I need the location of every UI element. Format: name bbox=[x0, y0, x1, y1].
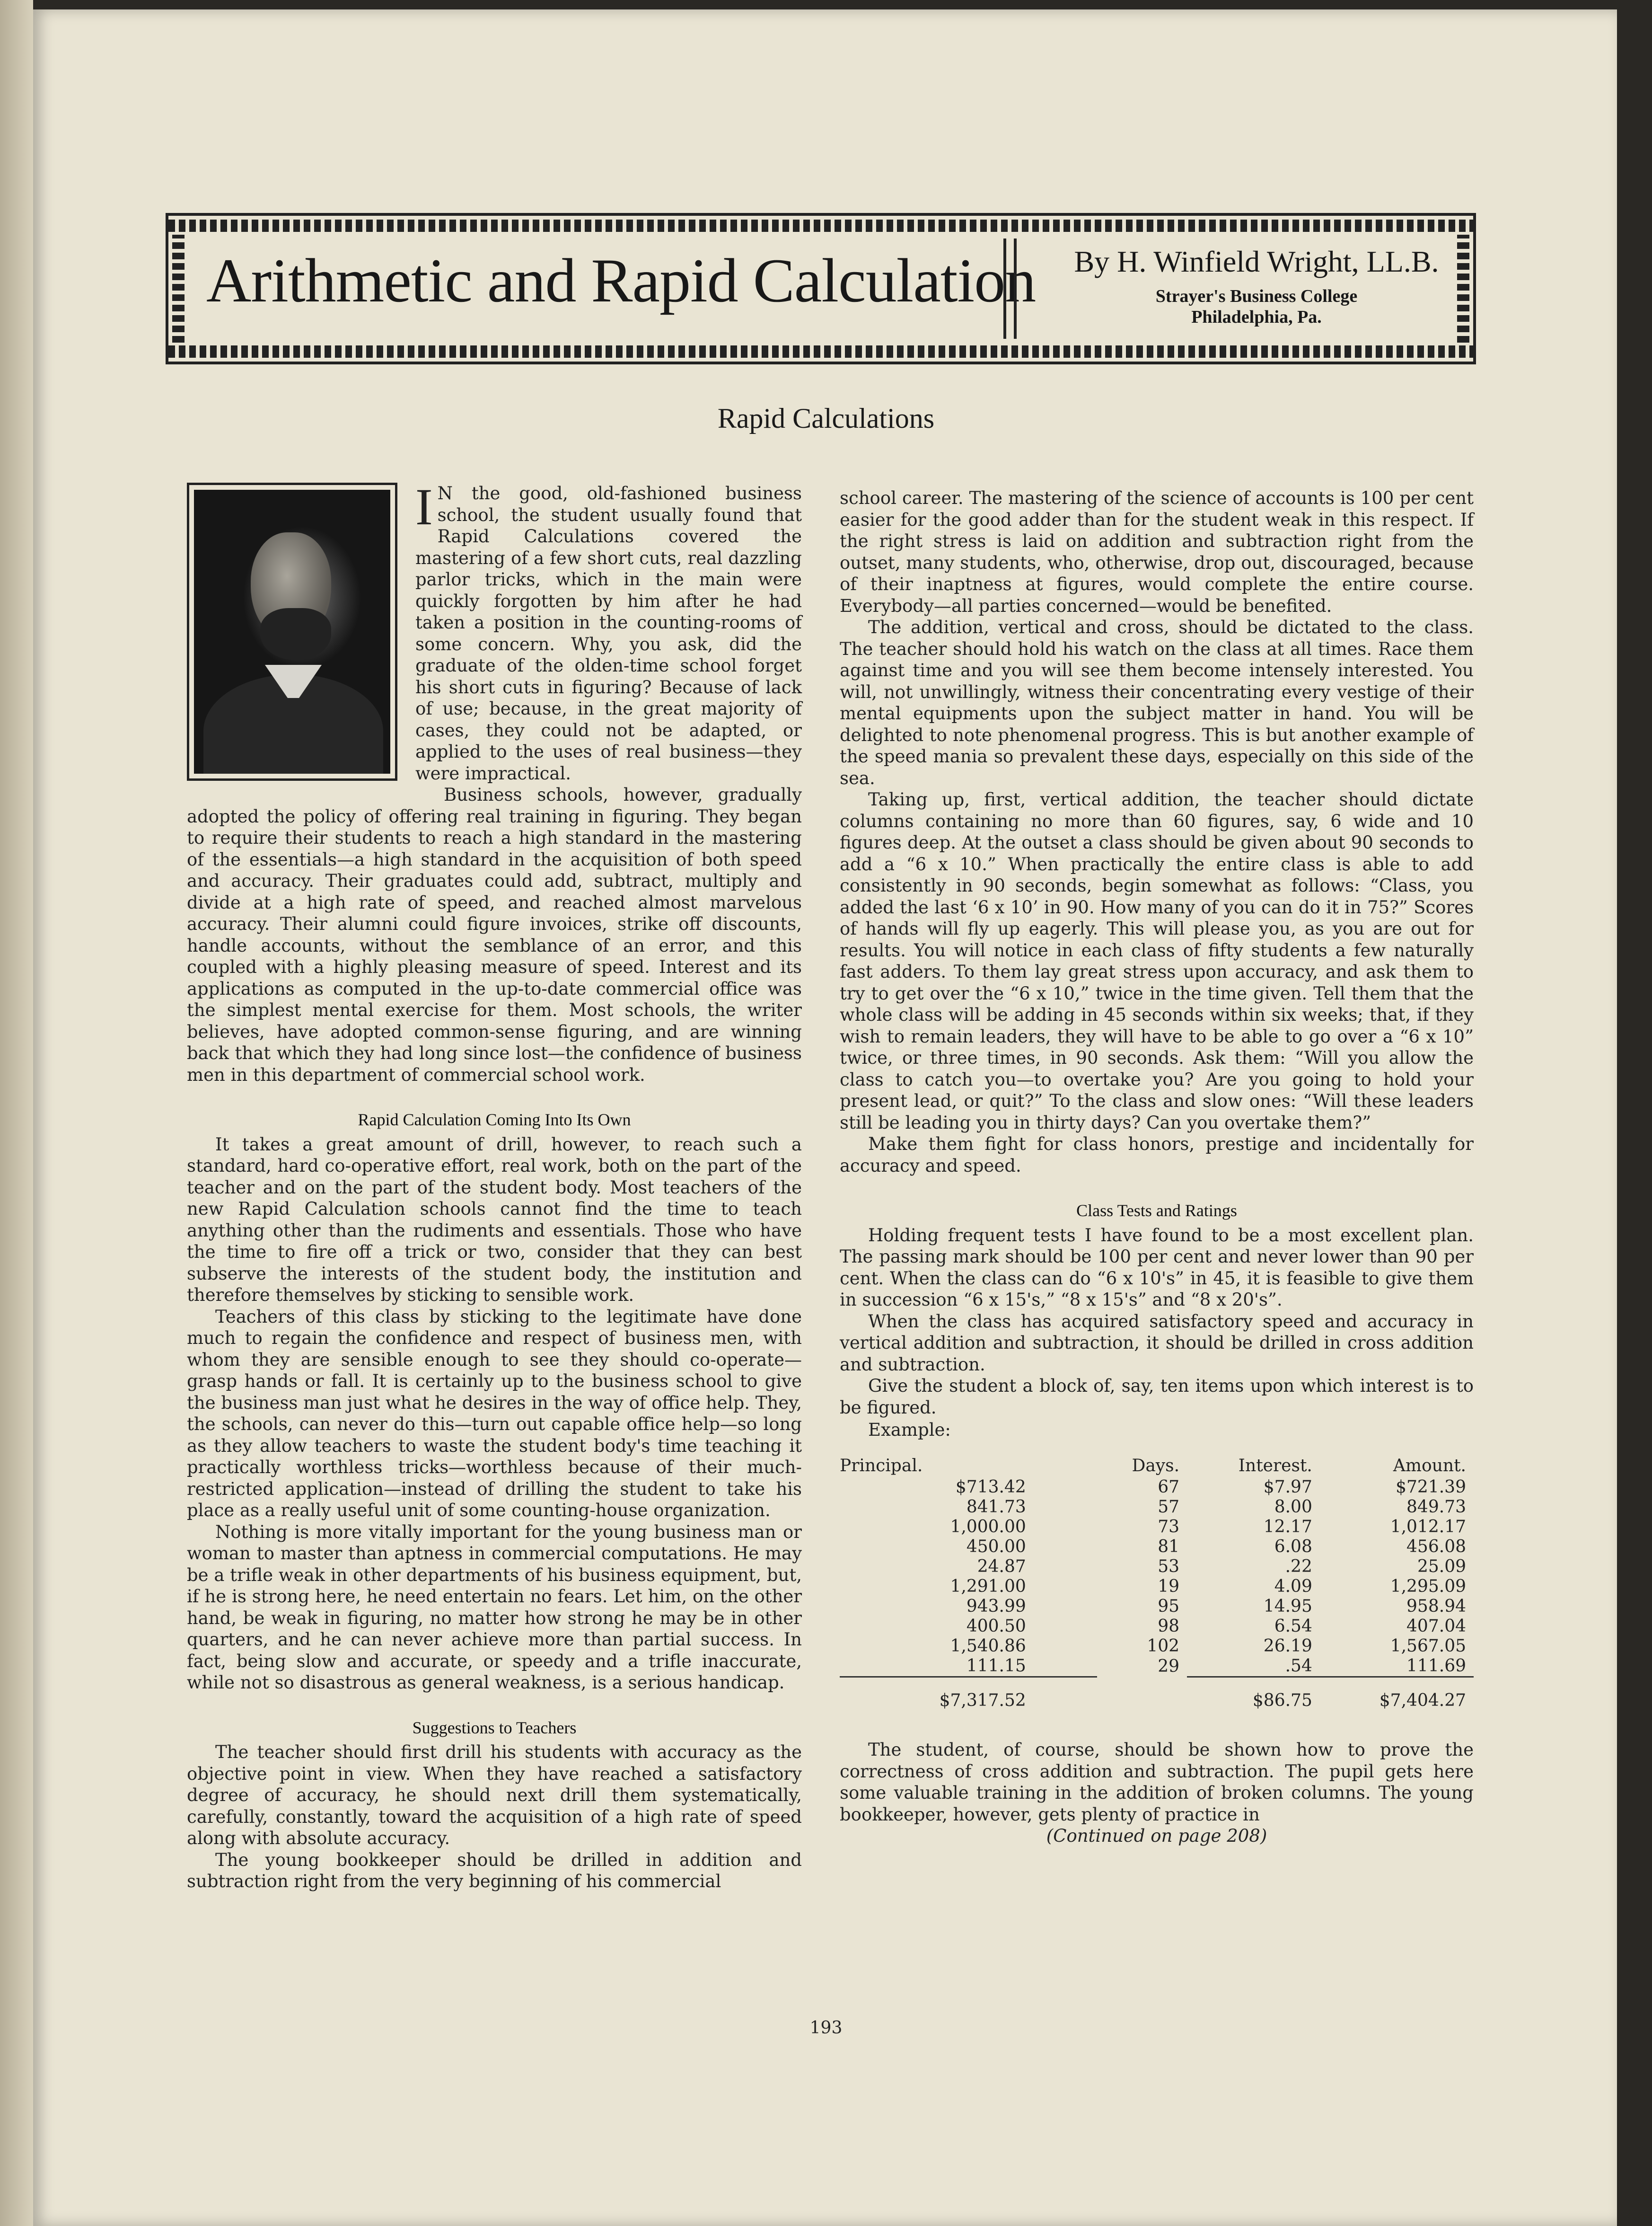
author-name: By H. Winfield Wright, LL.B. bbox=[1074, 245, 1439, 278]
table-header-row bbox=[840, 1455, 1474, 1478]
table-cell: 1,567.05 bbox=[1390, 1636, 1466, 1656]
table-cell: 24.87 bbox=[977, 1557, 1026, 1576]
paragraph: Business schools, however, gradually adopted the policy of offering real training in figuring. They began to require their students to reach a high standard in the mastering of the essentials—a high standard in the acquisition of both speed and accuracy. Their graduates could add, subtract, multiply and divide at a high rate of speed, and reached almost marvelous accuracy. Their alumni could figure invoices, strike off discounts, handle accounts, without the semblance of an error, and this coupled with a highly pleasing measure of speed. Interest and its applications as computed in the up-to-date commercial office was the simplest mental exercise for them. Most schools, the writer believes, have adopted common-sense figuring, and are winning back that which they had long since lost—the confidence of business men in this department of commercial school work. bbox=[187, 785, 802, 1085]
table-cell: 1,540.86 bbox=[950, 1636, 1026, 1656]
table-cell: 450.00 bbox=[966, 1537, 1026, 1556]
table-cell: 19 bbox=[1158, 1577, 1180, 1596]
drop-cap: I bbox=[415, 478, 433, 536]
table-cell: 1,012.17 bbox=[1390, 1517, 1466, 1537]
interest-table bbox=[840, 1455, 1474, 1711]
table-total-cell: $86.75 bbox=[1187, 1677, 1320, 1711]
school-location: Philadelphia, Pa. bbox=[1191, 307, 1322, 327]
decorative-border-left bbox=[172, 235, 185, 343]
paragraph: The student, of course, should be shown how to prove the correctness of cross addition and subtraction. The pupil gets here some valuable training in the addition of broken columns. The young bookkeeper, however, gets plenty of practice in bbox=[840, 1740, 1474, 1825]
table-cell: 1,291.00 bbox=[950, 1577, 1026, 1596]
table-cell: 6.08 bbox=[1274, 1537, 1312, 1556]
column-header: Principal. bbox=[840, 1456, 923, 1475]
table-row bbox=[840, 1497, 1474, 1517]
paragraph: Teachers of this class by sticking to the legitimate have done much to regain the confidence and respect of business men, with whom they are sensible enough to see they should co-operate—grasp hands or fall. It is certainly up to the business school to give the business man just what he desires in the way of office help. They, the schools, can never do this—turn out capable office help—so long as they allow teachers to waste the student body's time teaching it practically worthless tricks—worthless because of their much-restricted application—instead of drilling the student to take his place as a really useful unit of some counting-house organization. bbox=[187, 1306, 802, 1520]
author-affiliation bbox=[1067, 286, 1446, 327]
table-row bbox=[840, 1557, 1474, 1577]
table-row bbox=[840, 1477, 1474, 1497]
table-cell: 12.17 bbox=[1263, 1517, 1312, 1537]
decorative-border-right bbox=[1457, 235, 1469, 343]
table-cell: 111.15 bbox=[966, 1656, 1026, 1676]
school-name: Strayer's Business College bbox=[1155, 286, 1358, 306]
table-cell: $721.39 bbox=[1396, 1477, 1466, 1497]
portrait-image bbox=[194, 490, 390, 774]
table-cell: 53 bbox=[1158, 1557, 1180, 1576]
table-cell: 29 bbox=[1158, 1656, 1180, 1676]
table-cell: .22 bbox=[1285, 1557, 1312, 1576]
table-cell: 943.99 bbox=[966, 1597, 1026, 1616]
table-cell: 1,000.00 bbox=[950, 1517, 1026, 1537]
table-cell: 456.08 bbox=[1406, 1537, 1466, 1556]
table-cell: 81 bbox=[1158, 1537, 1180, 1556]
table-total-cell bbox=[1097, 1677, 1187, 1711]
table-row bbox=[840, 1616, 1474, 1636]
column-header: Interest. bbox=[1238, 1456, 1312, 1475]
table-cell: 102 bbox=[1147, 1636, 1180, 1656]
table-cell: 95 bbox=[1158, 1597, 1180, 1616]
paragraph: Nothing is more vitally important for the young business man or woman to master than aptness in commercial computations. He may be a trifle weak in other departments of his business equipment, but, if he is strong here, he need entertain no fears. Let him, on the other hand, be weak in figuring, no matter how strong he may be in other quarters, and he can never achieve more than partial success. In fact, being slow and accurate, or speedy and a trifle inaccurate, while not so disastrous as general weakness, is a serious handicap. bbox=[187, 1521, 802, 1693]
paragraph: The addition, vertical and cross, should be dictated to the class. The teacher should hold his watch on the class at all times. Race them against time and you will see them become intensely interested. You will, not unwillingly, witness their concentrating every vestige of their mental equipments upon the subject matter in hand. You will be delighted to note phenomenal progress. This is but another example of the speed mania so prevalent these days, especially on this side of the sea. bbox=[840, 617, 1474, 788]
page-number: 193 bbox=[809, 2018, 843, 2038]
article-title: Arithmetic and Rapid Calculation bbox=[206, 246, 1036, 315]
subheading: Suggestions to Teachers bbox=[412, 1718, 577, 1737]
table-cell: 4.09 bbox=[1274, 1577, 1312, 1596]
continued-note: (Continued on page 208) bbox=[1046, 1826, 1267, 1846]
paragraph: Give the student a block of, say, ten items upon which interest is to be figured. bbox=[840, 1376, 1474, 1418]
subheading: Rapid Calculation Coming Into Its Own bbox=[358, 1110, 631, 1129]
paragraph: When the class has acquired satisfactory speed and accuracy in vertical addition and subtraction, it should be drilled in cross addition and subtraction. bbox=[840, 1311, 1474, 1375]
table-cell: 958.94 bbox=[1406, 1597, 1466, 1616]
table-cell: $713.42 bbox=[955, 1477, 1026, 1497]
table-row bbox=[840, 1517, 1474, 1537]
table-cell: 73 bbox=[1158, 1517, 1180, 1537]
table-cell: 67 bbox=[1158, 1477, 1180, 1497]
table-cell: 25.09 bbox=[1417, 1557, 1466, 1576]
table-cell: 6.54 bbox=[1274, 1616, 1312, 1636]
table-cell: 407.04 bbox=[1406, 1616, 1466, 1636]
table-cell: 26.19 bbox=[1263, 1636, 1312, 1656]
table-row bbox=[840, 1656, 1474, 1677]
table-total-cell: $7,404.27 bbox=[1320, 1677, 1474, 1711]
table-cell: 8.00 bbox=[1274, 1497, 1312, 1517]
table-cell: 98 bbox=[1158, 1616, 1180, 1636]
section-title: Rapid Calculations bbox=[717, 403, 935, 434]
intro-paragraph: I N the good, old-fashioned business school, the student usually found that Rapid Calculations covered the mastering of a few short cuts, real dazzling parlor tricks, which in the main were quickly forgotten by him after he had taken a position in the counting-rooms of some concern. Why, you ask, did the graduate of the olden-time school forget his short cuts in figuring? Because of lack of use; because, in the great majority of cases, they could not be adapted, or applied to the uses of real business—they were impractical. bbox=[415, 478, 802, 784]
table-cell: 14.95 bbox=[1263, 1597, 1312, 1616]
decorative-border-bottom bbox=[168, 345, 1473, 358]
table-row bbox=[840, 1577, 1474, 1597]
paragraph: The teacher should first drill his students with accuracy as the objective point in view. When they have reached a satisfactory degree of accuracy, he should next drill them systematically, carefully, constantly, toward the acquisition of a high rate of speed along with absolute accuracy. bbox=[187, 1742, 802, 1848]
byline bbox=[1067, 244, 1446, 327]
table-cell: 841.73 bbox=[966, 1497, 1026, 1517]
paragraph: Taking up, first, vertical addition, the teacher should dictate columns containing no more than 60 figures, say, 6 wide and 10 figures deep. At the outset a class should be given about 90 seconds to add a “6 x 10.” When practically the entire class is able to add consistently in 90 seconds, begin somewhat as follows: “Class, you added the last ‘6 x 10’ in 90. How many of you can do it in 75?” Scores of hands will fly up eagerly. This will please you, as you are out for results. You will notice in each class of fifty students a few naturally fast adders. To them lay great stress upon accuracy, and ask them to try to get over the “6 x 10,” twice in the time given. Tell them that the whole class will be adding in 45 seconds within six weeks; that, if they wish to remain leaders, they will have to be able to go over a “6 x 10” twice, or three times, in 90 seconds. Ask them: “Will you allow the class to catch you—to overtake you? Are you going to hold your present lead, or quit?” To the class and slow ones: “Will these leaders still be leading you in thirty days? Can you overtake them?” bbox=[840, 789, 1474, 1133]
table-cell: 1,295.09 bbox=[1390, 1577, 1466, 1596]
example-label: Example: bbox=[868, 1420, 951, 1440]
subheading: Class Tests and Ratings bbox=[1076, 1201, 1237, 1220]
table-row bbox=[840, 1636, 1474, 1656]
header-divider bbox=[1003, 238, 1017, 339]
table-cell: .54 bbox=[1285, 1656, 1312, 1676]
table-cell: 849.73 bbox=[1406, 1497, 1466, 1517]
paragraph: It takes a great amount of drill, however, to reach such a standard, hard co-operative effort, real work, both on the part of the teacher and on the part of the student body. Most teachers of the new Rapid Calculation schools cannot find the time to teach anything other than the rudiments and essentials. Those who have the time to fire off a trick or two, consider that they can best subserve the interests of the student body, the institution and therefore themselves by sticking to sensible work. bbox=[187, 1134, 802, 1305]
table-cell: 57 bbox=[1158, 1497, 1180, 1517]
column-left bbox=[187, 478, 802, 1892]
paragraph: Holding frequent tests I have found to be a most excellent plan. The passing mark should be 100 per cent and never lower than 90 per cent. When the class can do “6 x 10's” in 45, it is feasible to give them in succession “6 x 15's,” “8 x 15's” and “8 x 20's”. bbox=[840, 1225, 1474, 1310]
paragraph: Make them fight for class honors, prestige and incidentally for accuracy and speed. bbox=[840, 1134, 1474, 1176]
table-totals-row bbox=[840, 1677, 1474, 1711]
book-spine bbox=[0, 0, 33, 2226]
column-header: Amount. bbox=[1393, 1456, 1466, 1475]
column-header: Days. bbox=[1132, 1456, 1180, 1475]
article-header bbox=[166, 213, 1476, 364]
column-right bbox=[840, 487, 1474, 1847]
table-cell: 111.69 bbox=[1406, 1656, 1466, 1676]
decorative-border-top bbox=[168, 220, 1473, 232]
table-cell: $7.97 bbox=[1263, 1477, 1312, 1497]
paragraph: The young bookkeeper should be drilled in addition and subtraction right from the very beginning of his commercial bbox=[187, 1849, 802, 1891]
table-total-cell: $7,317.52 bbox=[840, 1677, 1097, 1711]
table-row bbox=[840, 1537, 1474, 1557]
paragraph: school career. The mastering of the science of accounts is 100 per cent easier for the good adder than for the student weak in this respect. If the right stress is laid on addition and subtraction right from the outset, many students, who, otherwise, drop out, discouraged, because of their inaptness at figures, would complete the entire course. Everybody—all parties concerned—would be benefited. bbox=[840, 488, 1474, 616]
table-cell: 400.50 bbox=[966, 1616, 1026, 1636]
author-portrait bbox=[187, 483, 397, 781]
table-row bbox=[840, 1597, 1474, 1616]
